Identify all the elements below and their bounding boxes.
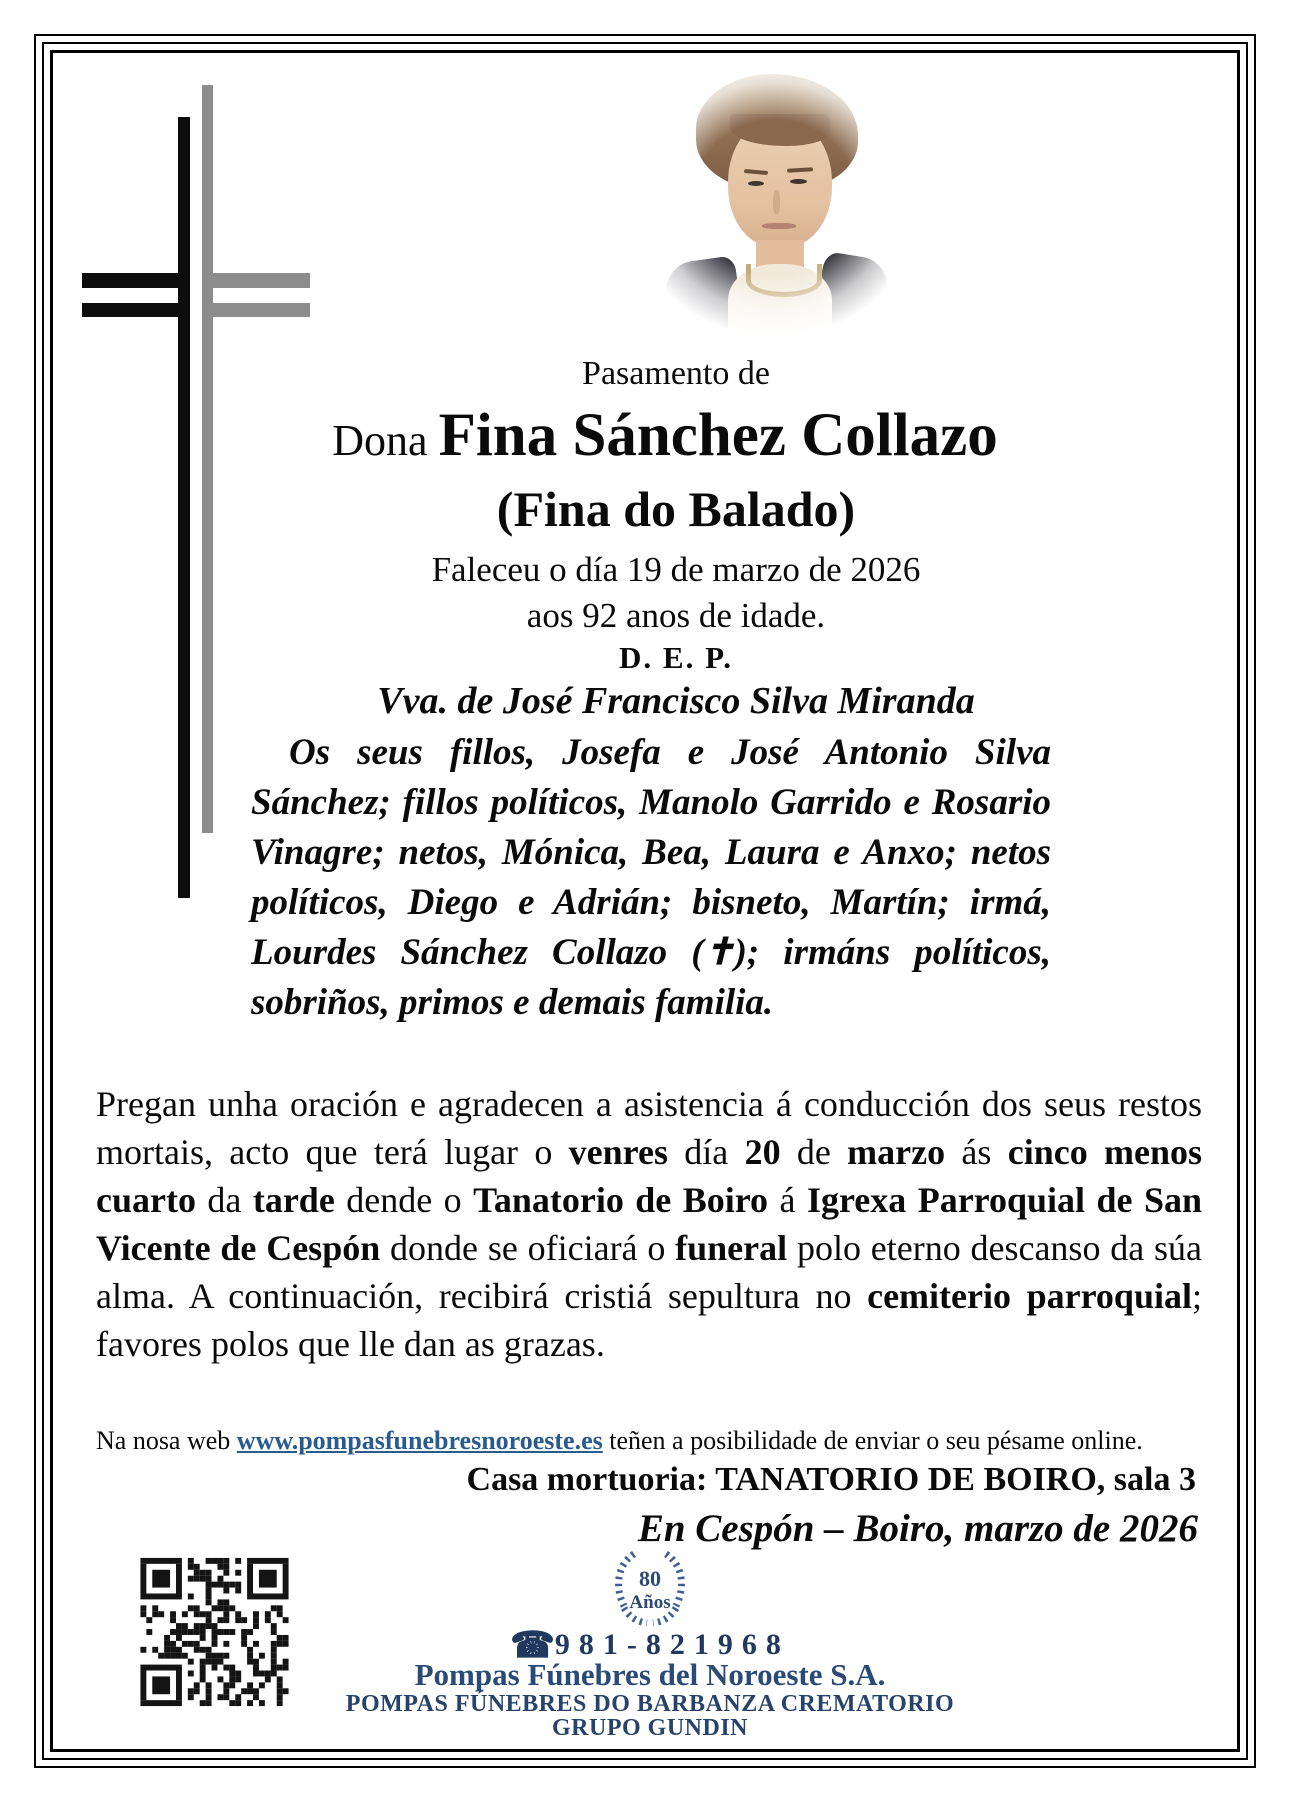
anniversary-word: Años xyxy=(629,1592,671,1613)
portrait-mouth xyxy=(762,223,796,229)
deceased-name: Fina Sánchez Collazo xyxy=(438,402,998,469)
portrait-face xyxy=(728,116,832,248)
portrait-fringe xyxy=(730,114,830,146)
web-line xyxy=(96,1424,1202,1457)
phone-number: 981-821968 xyxy=(554,1628,790,1661)
death-date-line: Faleceu o día 19 de marzo de 2026 xyxy=(431,550,921,589)
cross-black-arm-lower xyxy=(82,303,190,317)
portrait-eye-left xyxy=(748,181,764,186)
portrait-brow-right xyxy=(787,167,813,172)
cross-gray-arm-lower xyxy=(203,303,310,317)
portrait-blouse xyxy=(728,264,832,344)
company-primary: Pompas Fúnebres del Noroeste S.A. xyxy=(414,1657,886,1692)
portrait-hair xyxy=(696,74,858,190)
portrait-neck xyxy=(756,240,804,272)
portrait-vest-left xyxy=(661,255,746,348)
cross-black-vertical xyxy=(178,117,190,898)
portrait-nose xyxy=(773,190,780,214)
mortuary-line: Casa mortuoria: TANATORIO DE BOIRO, sala 3 xyxy=(466,1461,1196,1498)
honorific: Dona xyxy=(332,416,439,465)
anniversary-80-logo xyxy=(604,1548,696,1630)
portrait-necklace xyxy=(746,264,822,297)
company-secondary: POMPAS FÚNEBRES DO BARBANZA CREMATORIO xyxy=(345,1691,955,1717)
announcement-paragraph: Pregan unha oración e agradecen a asistencia á conducción dos seus restos mortais, acto que terá lugar o venres día 20 de marzo ás cinco menos cuarto da tarde dende o Tanatorio de Boiro á Igrexa Parroquial de San Vicente de Cespón donde se oficiará o funeral polo eterno descanso da súa alma. A continuación, recibirá cristiá sepultura no cemiterio parroquial; favores polos que lle dan as grazas. xyxy=(96,1084,1203,1364)
portrait-vest-right xyxy=(812,251,895,349)
age-line: aos 92 anos de idade. xyxy=(526,596,826,635)
cross-gray-arm-upper xyxy=(202,273,310,288)
widow-line: Vva. de José Francisco Silva Miranda xyxy=(377,680,975,722)
portrait-brow-left xyxy=(744,169,768,175)
pre-title: Pasamento de xyxy=(582,355,770,392)
portrait-eye-right xyxy=(790,179,807,184)
condolences-link[interactable]: www.pompasfunebresnoroeste.es xyxy=(236,1426,603,1455)
web-line-prefix: Na nosa web xyxy=(96,1426,237,1455)
family-paragraph: Os seus fillos, Josefa e José Antonio Silva Sánchez; fillos políticos, Manolo Garrido e Rosario Vinagre; netos, Mónica, Bea, Laura e Anxo; netos políticos, Diego e Adrián; bisneto, Martín; irmá, Lourdes Sánchez Collazo (✝); irmáns políticos, sobriños, primos e demais familia. xyxy=(251,732,1051,1023)
anniversary-number: 80 xyxy=(639,1566,661,1591)
phone-icon: ☎ xyxy=(510,1625,555,1665)
dep-line: D. E. P. xyxy=(619,640,733,675)
place-date-line: En Cespón – Boiro, marzo de 2026 xyxy=(637,1507,1198,1550)
company-group: GRUPO GUNDIN xyxy=(552,1715,748,1741)
deceased-name-line xyxy=(145,398,1185,489)
web-line-suffix: teñen a posibilidade de enviar o seu pésame online. xyxy=(602,1426,1143,1455)
laurel-wreath-icon xyxy=(604,1548,696,1630)
cross-black-arm-upper xyxy=(82,273,188,288)
deceased-alias: (Fina do Balado) xyxy=(496,481,856,537)
portrait-photo xyxy=(640,70,910,342)
